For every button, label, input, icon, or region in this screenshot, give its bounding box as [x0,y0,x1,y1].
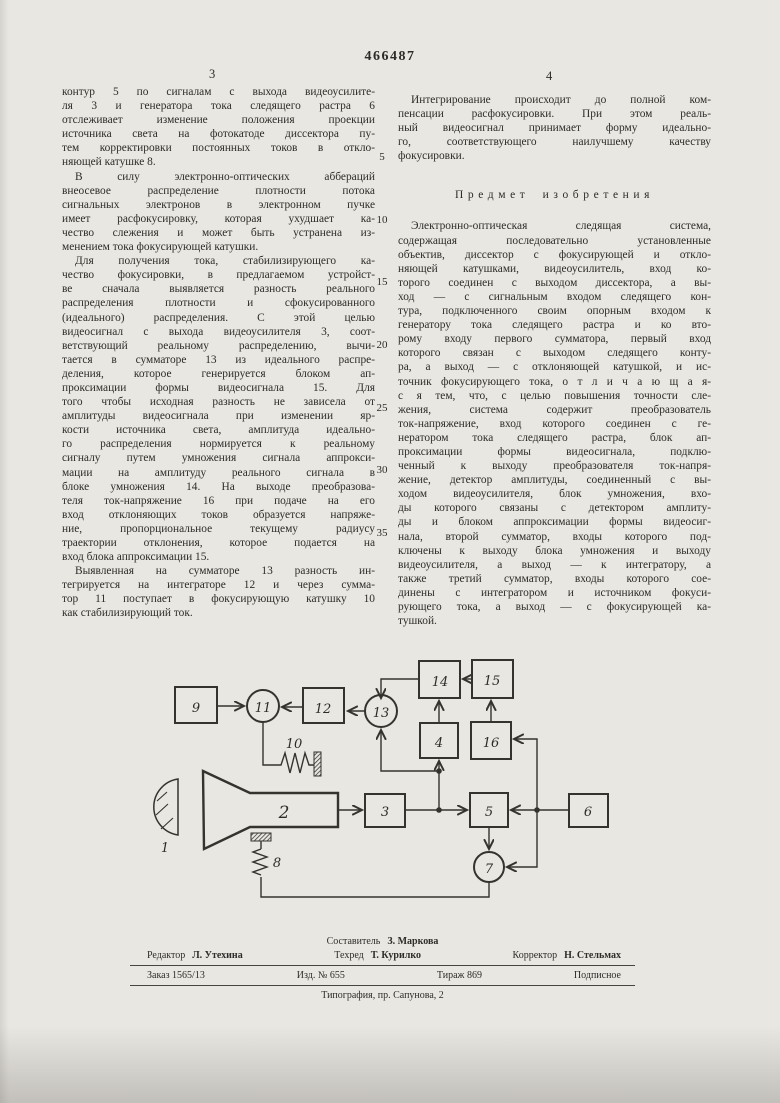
label-15: 15 [483,674,501,689]
text-line: ченный к выходу преобразователя ток-напря- [398,460,711,473]
composer-line [130,935,635,948]
techred-credit [334,949,421,962]
text-line: ключены к выходу блока умножения и выходу [398,544,711,557]
text-line: проксимации формы видеосигнала, подклю- [398,445,711,458]
composer-name: З. Маркова [387,936,439,947]
junction-dot [436,768,442,774]
corrector-credit [513,949,621,962]
text-line: ветствующий реальному распределению, вычи- [62,339,375,352]
label-5: 5 [484,805,494,820]
label-14: 14 [431,675,449,690]
line-number: 25 [376,401,388,414]
text-line: нала, второй сумматор, входы которого под- [398,530,711,543]
text-line: которого связан с выходом следящего конту- [398,347,711,360]
text-line: Электронно-оптическая следящая система, [411,220,711,233]
text-line: ние, пропорциональное текущему радиусу [62,522,375,535]
page-number-left: 3 [209,67,216,81]
text-line: рующего тока, а выход — с фокусирующей ка- [398,601,711,613]
diagram-labels [161,674,592,877]
text-line: тем корректировки постоянных токов в откло- [62,142,375,155]
focusing-coil-10-core [314,752,321,776]
lens-1 [154,779,178,835]
text-line: няющей катушками, видеоусилитель, вход ко- [398,262,711,275]
label-6: 6 [583,805,593,820]
text-line: тура, подключенного своим опорным входом к [398,305,711,318]
text-line: пенсации расфокусировки. При этом реаль- [398,108,711,121]
text-line: отслеживает изменение положения проекции [62,114,375,127]
text-line: того чтобы исходная разность не зависела от [62,396,375,409]
text-line: тегрируется на интеграторе 12 и через сумма- [62,579,375,592]
page-number-right: 4 [546,69,553,83]
text-line: тушкой. [398,615,437,628]
wire-6-to-7 [507,810,537,867]
label-7: 7 [484,862,494,877]
text-line: содержащая последовательно установленные [398,234,711,247]
text-line: чество слежения и может быть устранена из- [62,226,375,239]
composer-label: Составитель [326,936,381,947]
text-line: ра, а выход — с отклоняющей катушкой, и ис- [398,361,711,374]
label-2: 2 [278,803,290,823]
text-line: ля 3 и генератора тока следящего растра 6 [62,100,375,113]
text-line: жение, детектор амплитуды, соединенный с вы- [398,474,711,487]
text-line: ды которого связаны с детектором амплиту- [398,502,711,515]
text-line: жения, система содержит преобразователь [398,403,711,416]
label-9: 9 [191,701,201,716]
editor-name: Л. Утехина [192,950,243,961]
corrector-name: Н. Стельмах [564,950,621,961]
text-line: проксимации формы видеосигнала 15. Для [62,381,375,394]
text-line: ве сначала выявляется разность реального [62,283,375,296]
footer-rule-top [130,965,635,966]
text-line: ходом видеоусилителя, блок умножения, вхо- [398,488,711,501]
text-line: точник фокусирующего тока, о т л и ч а ю щ а я- [398,375,711,388]
label-12: 12 [314,702,332,717]
text-line: В силу электронно-оптических аббераций [75,170,375,183]
text-line: внеосевое распределение плотности потока [62,184,375,197]
editor-label: Редактор [147,950,186,961]
text-line: теля ток-напряжение 16 при подаче на его [62,494,375,507]
resistor-8-zigzag [253,841,267,875]
text-line: деления, которое генерируется блоком ап- [62,367,375,380]
right-column [398,93,711,628]
editor-credit [147,949,243,962]
text-line: тор 11 поступает в фокусирующую катушку 10 [62,593,375,606]
label-4: 4 [434,736,444,751]
credits-row [130,948,635,964]
line-number: 35 [376,527,388,540]
text-line: фокусировки. [398,150,465,163]
block-diagram [0,640,780,950]
text-line: видеоусилителя, а выход — к интегратору, а [398,558,711,571]
footer [130,935,635,1002]
techred-name: Т. Курилко [370,950,421,961]
issue-number: Изд. № 655 [296,970,345,981]
label-1: 1 [160,841,170,856]
left-column [62,85,375,621]
junction-dot [534,807,540,813]
footer-rule-bottom [130,985,635,986]
text-line: траектории отклонения, которое подается на [62,537,375,549]
text-line: рому входу первого сумматора, первый вход [398,333,711,346]
label-3: 3 [380,805,390,820]
text-line: видеосигнал с выхода видеоусилителя 3, соот- [62,325,375,338]
text-line: контур 5 по сигналам с выхода видеоусилите- [62,86,375,98]
text-line: амплитуды видеосигнала при изменении яр- [62,410,375,423]
label-16: 16 [482,736,500,751]
text-line: блоке умножения 14. На выходе преобразова- [62,480,375,493]
claims-heading: Предмет изобретения [454,189,655,202]
line-number: 30 [376,464,388,477]
wire-6-to-16 [514,739,537,810]
line-number: 5 [379,151,385,163]
subscription: Подписное [573,970,621,981]
wire-7-to-coil-8 [261,877,489,897]
tirage: Тираж 869 [436,970,482,981]
intro-paragraph [398,93,711,163]
text-line: вход отклоняющих токов образуется напряже- [62,508,375,521]
text-line: ды и блоком аппроксимации формы видеосиг- [398,516,711,529]
text-line: как стабилизирующий ток. [62,607,193,620]
gutter-line-numbers [370,151,394,590]
text-line: с я тем, что, с целью повышения точности сле- [398,389,711,402]
text-line: сигнальных электронов в электронном пучке [62,198,375,211]
text-line: Для получения тока, стабилизирующего ка- [75,255,375,268]
text-line: распределения плотности и сфокусированного [62,297,375,310]
line-number: 15 [376,276,388,289]
text-line: Интегрирование происходит до полной ком- [411,94,711,106]
text-line: источника света на фотокатоде диссектора пу- [62,128,375,141]
text-line: имеет расфокусировку, которая ухудшает ка- [62,212,375,225]
text-line: (идеального) распределения. С этой целью [62,311,375,324]
text-line: няющей катушке 8. [62,156,156,169]
junction-dot [436,807,442,813]
line-number: 20 [376,339,388,352]
order-number: Заказ 1565/13 [147,970,205,981]
lens-1-body [154,779,178,835]
text-line: го, соответствующего наилучшему качеству [398,136,711,149]
label-10: 10 [285,737,303,752]
corrector-label: Корректор [512,950,558,961]
label-8: 8 [272,856,282,871]
line-number: 10 [376,213,388,226]
deflecting-coil-8-core [251,833,271,841]
text-line: генератору тока следящего растра и ко вто- [398,319,711,332]
text-line: чество фокусировки, в предлагаемом устройст- [62,269,375,282]
claims-paragraph [398,219,711,628]
text-line: сигналу путем умножения сигнала аппрокси- [62,452,375,465]
label-11: 11 [254,701,272,716]
doc-number: 466487 [364,49,416,64]
order-row [130,967,635,984]
text-line: объектив, диссектор с фокусирующей и откло- [398,248,711,261]
text-line: мации на амплитуду реального сигнала в [62,466,375,479]
text-line: менением тока фокусирующей катушки. [62,241,259,254]
text-line: динены с интегратором и источником фокуси- [398,586,711,599]
text-line: вход блока аппроксимации 15. [62,551,210,564]
printer-line: Типография, пр. Сапунова, 2 [321,990,444,1001]
text-line: го распределения нормируется к реальному [62,438,375,451]
text-line: ток-напряжение, вход которого соединен с ге- [398,417,711,430]
text-line: также третий сумматор, входы которого сое- [398,572,711,585]
text-line: ход — с сигнальным входом следящего кон- [398,290,711,303]
text-line: Выявленная на сумматоре 13 разность ин- [75,565,375,578]
text-line: нератором тока следящего растра, блок ап- [398,431,711,444]
techred-label: Техред [334,950,364,961]
text-line: кости источника света, амплитуда идеально- [62,424,375,437]
wire-video-to-13 [381,730,439,771]
text-line: ный видеосигнал принимает форму идеально- [398,122,711,135]
text-line: торого соединен с выходом диссектора, а вы- [398,276,711,289]
label-13: 13 [372,706,390,721]
text-line: тается в сумматоре 13 из идеального распре- [62,353,375,366]
